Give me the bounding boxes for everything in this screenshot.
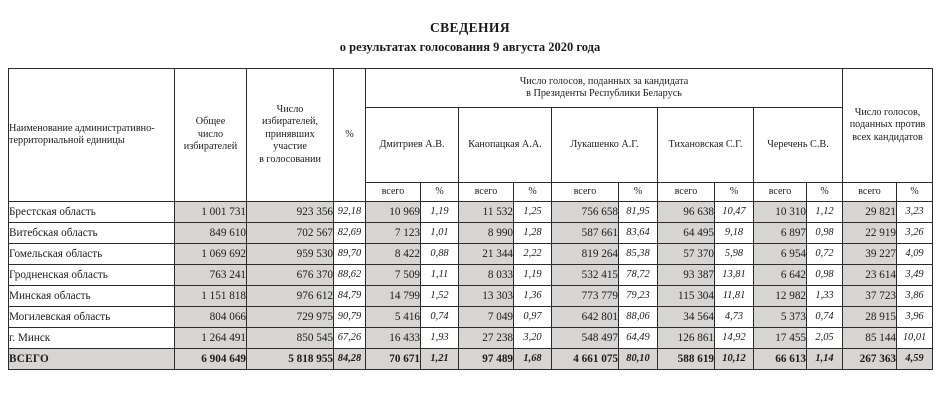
header-total-voters-line3: избирателей [183,141,238,153]
cell-candidate-2-votes: 4 661 075 [552,349,619,370]
cell-candidate-3-votes: 57 370 [658,244,715,265]
cell-candidate-0-percent: 1,11 [421,265,459,286]
cell-participated: 923 356 [247,202,334,223]
table-row [9,223,933,244]
cell-candidate-3-percent: 5,98 [715,244,754,265]
cell-candidate-3-votes: 115 304 [658,286,715,307]
cell-turnout-percent: 92,18 [334,202,366,223]
cell-turnout-percent: 84,28 [334,349,366,370]
cell-candidate-1-percent: 1,68 [514,349,552,370]
cell-candidate-4-votes: 10 310 [754,202,807,223]
cell-candidate-1-votes: 11 532 [459,202,514,223]
cell-total-voters: 1 264 491 [175,328,247,349]
header-sub-pct-0: % [421,183,459,202]
cell-against-all-percent: 3,26 [897,223,933,244]
table-head [9,69,933,202]
cell-candidate-1-votes: 7 049 [459,307,514,328]
cell-candidate-2-percent: 80,10 [619,349,658,370]
table-row [9,286,933,307]
cell-candidate-1-percent: 1,25 [514,202,552,223]
cell-candidate-4-votes: 6 642 [754,265,807,286]
header-total-voters-line2: число [197,128,224,140]
cell-total-voters: 6 904 649 [175,349,247,370]
cell-candidate-1-percent: 0,97 [514,307,552,328]
header-candidate-4: Черечень С.В. [754,108,843,183]
cell-candidate-3-percent: 13,81 [715,265,754,286]
page-title: СВЕДЕНИЯ [429,20,510,35]
cell-candidate-4-votes: 66 613 [754,349,807,370]
cell-candidate-4-percent: 1,33 [807,286,843,307]
table-row [9,307,933,328]
cell-against-all-votes: 29 821 [843,202,897,223]
cell-candidate-1-percent: 2,22 [514,244,552,265]
cell-candidate-1-votes: 27 238 [459,328,514,349]
header-candidates-group-line2: в Президенты Республики Беларусь [526,88,682,99]
cell-candidate-0-percent: 1,93 [421,328,459,349]
cell-candidate-1-votes: 8 990 [459,223,514,244]
cell-turnout-percent: 67,26 [334,328,366,349]
cell-against-all-percent: 3,23 [897,202,933,223]
cell-participated: 702 567 [247,223,334,244]
cell-against-all-votes: 28 915 [843,307,897,328]
cell-participated: 676 370 [247,265,334,286]
header-against-all-line2: поданных против [849,119,926,131]
cell-candidate-3-votes: 93 387 [658,265,715,286]
cell-candidate-3-votes: 34 564 [658,307,715,328]
cell-candidate-2-percent: 85,38 [619,244,658,265]
cell-unit-name: г. Минск [9,328,175,349]
cell-candidate-3-percent: 4,73 [715,307,754,328]
cell-candidate-2-votes: 819 264 [552,244,619,265]
cell-participated: 850 545 [247,328,334,349]
cell-candidate-1-percent: 1,36 [514,286,552,307]
cell-unit-name: Могилевская область [9,307,175,328]
header-candidate-3: Тихановская С.Г. [658,108,754,183]
cell-candidate-2-votes: 587 661 [552,223,619,244]
cell-against-all-votes: 39 227 [843,244,897,265]
cell-candidate-3-percent: 10,47 [715,202,754,223]
cell-candidate-1-votes: 97 489 [459,349,514,370]
cell-candidate-4-percent: 1,12 [807,202,843,223]
table-body [9,202,933,370]
cell-total-voters: 1 001 731 [175,202,247,223]
cell-total-voters: 804 066 [175,307,247,328]
cell-candidate-4-votes: 17 455 [754,328,807,349]
cell-candidate-4-percent: 1,14 [807,349,843,370]
header-against-all-line3: всех кандидатов [852,131,923,143]
table-row [9,244,933,265]
cell-against-all-percent: 4,59 [897,349,933,370]
cell-candidate-2-percent: 88,06 [619,307,658,328]
cell-turnout-percent: 82,69 [334,223,366,244]
cell-candidate-3-percent: 14,92 [715,328,754,349]
cell-candidate-0-percent: 1,52 [421,286,459,307]
cell-participated: 976 612 [247,286,334,307]
header-against-all-line1: Число голосов, [854,106,921,118]
cell-against-all-percent: 3,49 [897,265,933,286]
cell-candidate-2-votes: 756 658 [552,202,619,223]
header-participated [247,69,334,202]
header-participated-line4: участие [273,141,307,153]
cell-against-all-percent: 4,09 [897,244,933,265]
cell-unit-name: ВСЕГО [9,349,175,370]
cell-candidate-1-votes: 21 344 [459,244,514,265]
cell-candidate-0-votes: 8 422 [366,244,421,265]
cell-candidate-0-percent: 0,88 [421,244,459,265]
cell-against-all-votes: 22 919 [843,223,897,244]
cell-candidate-4-percent: 2,05 [807,328,843,349]
cell-candidate-0-percent: 1,21 [421,349,459,370]
cell-unit-name: Минская область [9,286,175,307]
cell-candidate-4-votes: 6 897 [754,223,807,244]
cell-candidate-4-percent: 0,74 [807,307,843,328]
cell-candidate-2-votes: 532 415 [552,265,619,286]
header-participated-line1: Число [276,103,304,115]
cell-candidate-3-votes: 96 638 [658,202,715,223]
header-total-voters [175,69,247,202]
header-sub-total-0: всего [366,183,421,202]
cell-against-all-votes: 37 723 [843,286,897,307]
cell-turnout-percent: 84,79 [334,286,366,307]
cell-candidate-2-votes: 642 801 [552,307,619,328]
header-participated-line5: в голосовании [259,153,321,165]
cell-candidate-0-percent: 0,74 [421,307,459,328]
cell-candidate-0-percent: 1,19 [421,202,459,223]
cell-against-all-votes: 85 144 [843,328,897,349]
cell-candidate-3-percent: 9,18 [715,223,754,244]
cell-total-voters: 1 069 692 [175,244,247,265]
cell-candidate-2-percent: 79,23 [619,286,658,307]
cell-unit-name: Брестская область [9,202,175,223]
cell-candidate-3-percent: 11,81 [715,286,754,307]
table-total-row [9,349,933,370]
header-candidate-2: Лукашенко А.Г. [552,108,658,183]
cell-candidate-0-votes: 70 671 [366,349,421,370]
header-sub-pct-3: % [715,183,754,202]
cell-candidate-1-votes: 8 033 [459,265,514,286]
header-total-voters-line1: Общее [195,116,226,128]
cell-participated: 5 818 955 [247,349,334,370]
header-candidates-group-line1: Число голосов, поданных за кандидата [519,75,689,87]
table-row [9,202,933,223]
cell-candidate-4-percent: 0,98 [807,223,843,244]
cell-turnout-percent: 90,79 [334,307,366,328]
header-against-all [843,69,933,183]
cell-candidate-2-percent: 78,72 [619,265,658,286]
cell-candidate-1-percent: 3,20 [514,328,552,349]
cell-candidate-0-votes: 5 416 [366,307,421,328]
cell-candidate-0-votes: 14 799 [366,286,421,307]
table-row [9,265,933,286]
cell-candidate-4-votes: 12 982 [754,286,807,307]
header-sub-pct-4: % [807,183,843,202]
cell-turnout-percent: 88,62 [334,265,366,286]
cell-total-voters: 849 610 [175,223,247,244]
cell-candidate-0-percent: 1,01 [421,223,459,244]
cell-candidate-3-votes: 64 495 [658,223,715,244]
cell-candidate-0-votes: 7 509 [366,265,421,286]
cell-candidate-2-votes: 773 779 [552,286,619,307]
cell-candidate-2-percent: 64,49 [619,328,658,349]
cell-candidate-1-percent: 1,28 [514,223,552,244]
cell-turnout-percent: 89,70 [334,244,366,265]
header-candidate-1: Канопацкая А.А. [459,108,552,183]
cell-candidate-0-votes: 7 123 [366,223,421,244]
table-row [9,328,933,349]
cell-total-voters: 763 241 [175,265,247,286]
cell-against-all-percent: 3,86 [897,286,933,307]
header-unit: Наименование административно-территориальной единицы [9,69,175,202]
header-sub-total-1: всего [459,183,514,202]
cell-candidate-3-votes: 588 619 [658,349,715,370]
header-row-1 [9,69,933,108]
header-sub-pct-2: % [619,183,658,202]
header-sub-pct-against: % [897,183,933,202]
header-candidate-0: Дмитриев А.В. [366,108,459,183]
cell-candidate-2-votes: 548 497 [552,328,619,349]
header-sub-total-4: всего [754,183,807,202]
cell-candidate-4-votes: 5 373 [754,307,807,328]
page-subtitle: о результатах голосования 9 августа 2020 года [339,40,601,54]
cell-candidate-2-percent: 81,95 [619,202,658,223]
cell-against-all-percent: 10,01 [897,328,933,349]
cell-candidate-1-votes: 13 303 [459,286,514,307]
cell-against-all-votes: 267 363 [843,349,897,370]
header-sub-total-against: всего [843,183,897,202]
header-sub-total-2: всего [552,183,619,202]
results-table-container [8,68,932,370]
election-results-table [8,68,933,370]
cell-unit-name: Гродненская область [9,265,175,286]
cell-unit-name: Витебская область [9,223,175,244]
header-sub-total-3: всего [658,183,715,202]
cell-candidate-1-percent: 1,19 [514,265,552,286]
header-participated-line2: избирателей, [261,116,319,128]
cell-participated: 729 975 [247,307,334,328]
cell-candidate-0-votes: 10 969 [366,202,421,223]
cell-candidate-4-percent: 0,98 [807,265,843,286]
cell-candidate-3-votes: 126 861 [658,328,715,349]
cell-candidate-2-percent: 83,64 [619,223,658,244]
cell-total-voters: 1 151 818 [175,286,247,307]
cell-participated: 959 530 [247,244,334,265]
cell-candidate-0-votes: 16 433 [366,328,421,349]
cell-unit-name: Гомельская область [9,244,175,265]
cell-against-all-votes: 23 614 [843,265,897,286]
header-candidates-group [366,69,843,108]
header-sub-pct-1: % [514,183,552,202]
header-participated-line3: принявших [265,128,315,140]
cell-candidate-4-percent: 0,72 [807,244,843,265]
cell-candidate-4-votes: 6 954 [754,244,807,265]
cell-candidate-3-percent: 10,12 [715,349,754,370]
header-turnout-percent: % [334,69,366,202]
cell-against-all-percent: 3,96 [897,307,933,328]
